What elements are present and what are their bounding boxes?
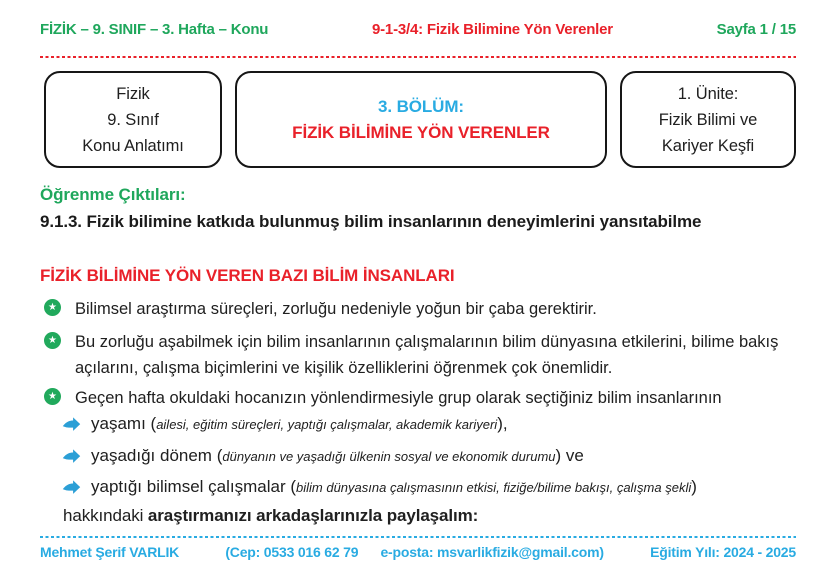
arrow-right-icon [62,417,81,432]
bottom-divider-dashed [40,536,796,538]
star-glyph: ★ [48,390,57,402]
chapter-number: 3. BÖLÜM: [378,96,464,116]
outcome-item: 9.1.3. Fizik bilimine katkıda bulunmuş bilim insanlarının deneyimlerini yansıtabilme [40,212,702,231]
page-header [40,21,796,38]
closing-normal-text: hakkındaki [63,506,148,525]
sub-item-lead: yaşamı ( [91,414,157,433]
sub-item-lead: yaptığı bilimsel çalışmalar ( [91,477,297,496]
sub-item-tail: ) ve [555,446,584,465]
footer-school-year: Eğitim Yılı: 2024 - 2025 [650,544,796,560]
star-bullet-icon [44,388,61,405]
bullet-text: Bilimsel araştırma süreçleri, zorluğu nedeniyle yoğun bir çaba gerektirir. [75,300,597,318]
bullet-item-3 [44,385,795,411]
course-grade: 9. Sınıf [107,110,159,129]
chapter-title: FİZİK BİLİMİNE YÖN VERENLER [292,122,550,142]
arrow-right-icon [62,480,81,495]
bullet-item-2 [44,329,795,381]
course-type: Konu Anlatımı [82,136,184,155]
sub-item-1 [62,414,508,434]
unit-name-line1: Fizik Bilimi ve [658,110,758,129]
arrow-right-icon [62,449,81,464]
sub-item-3 [62,477,697,497]
unit-number: 1. Ünite: [677,84,739,103]
chapter-title-box [235,71,607,168]
bullet-item-1 [44,296,795,322]
star-glyph: ★ [48,301,57,313]
course-subject: Fizik [116,84,150,103]
sub-item-detail: dünyanın ve yaşadığı ülkenin sosyal ve ekonomik durumu [222,449,556,464]
unit-name-line2: Kariyer Keşfi [661,136,755,155]
sub-item-detail: ailesi, eğitim süreçleri, yaptığı çalışmalar, akademik kariyeri [156,417,498,432]
outcomes-heading: Öğrenme Çıktıları: [40,185,186,204]
star-glyph: ★ [48,334,57,346]
header-course-label: FİZİK – 9. SINIF – 3. Hafta – Konu [40,21,269,38]
sub-item-tail: ) [691,477,697,496]
unit-info-box [620,71,796,168]
course-info-box [44,71,222,168]
footer-contact-info: (Cep: 0533 016 62 79 e-posta: msvarlikfizik@gmail.com) [225,544,604,560]
sub-item-tail: ), [497,414,508,433]
bullet-text: Bu zorluğu aşabilmek için bilim insanlarının çalışmalarının bilim dünyasına etkilerini, bilime bakış açılarını, çalışma biçimlerini ve kişilik özelliklerini öğrenmek çok önemlidir. [75,333,779,377]
top-divider-dashed [40,56,796,58]
closing-line [63,506,478,526]
title-boxes-row [44,71,796,168]
sub-item-detail: bilim dünyasına çalışmasının etkisi, fiziğe/bilime bakışı, çalışma şekli [296,480,692,495]
sub-item-2 [62,446,584,466]
header-page-number: Sayfa 1 / 15 [716,21,796,38]
page-footer [40,544,796,560]
section-heading: FİZİK BİLİMİNE YÖN VEREN BAZI BİLİM İNSANLARI [40,266,455,285]
closing-bold-text: araştırmanızı arkadaşlarınızla paylaşalım: [147,506,479,525]
star-bullet-icon [44,299,61,316]
sub-item-lead: yaşadığı dönem ( [91,446,223,465]
bullet-text: Geçen hafta okuldaki hocanızın yönlendirmesiyle grup olarak seçtiğiniz bilim insanlarının [75,389,722,407]
header-topic-label: 9-1-3/4: Fizik Bilimine Yön Verenler [371,21,613,38]
star-bullet-icon [44,332,61,349]
footer-author-name: Mehmet Şerif VARLIK [40,544,180,560]
